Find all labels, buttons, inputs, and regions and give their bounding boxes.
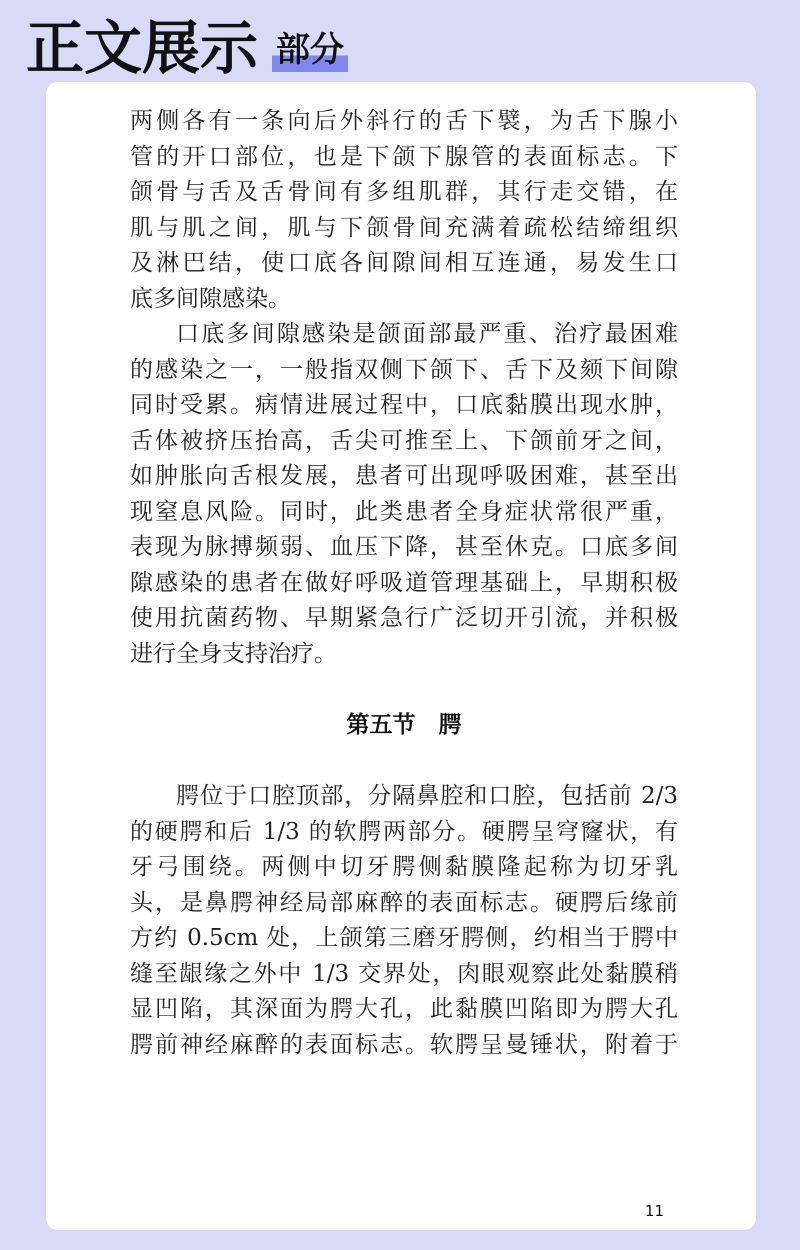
text-line: 同时受累。病情进展过程中，口底黏膜出现水肿， [130, 392, 678, 418]
banner-subtitle: 部分 [272, 28, 348, 72]
banner-title: 正文展示 [26, 14, 259, 82]
text-line: 进行全身支持治疗。 [130, 640, 337, 667]
section-heading: 第五节 腭 [346, 712, 462, 738]
paragraph-palate [130, 779, 678, 1063]
text-line: 方约 0.5cm 处，上颌第三磨牙腭侧，约相当于腭中 [130, 925, 678, 951]
text-line: 的硬腭和后 1/3 的软腭两部分。硬腭呈穹窿状，有 [130, 818, 678, 845]
text-line: 如肿胀向舌根发展，患者可出现呼吸困难，甚至出 [130, 463, 678, 489]
text-line: 头，是鼻腭神经局部麻醉的表面标志。硬腭后缘前 [130, 889, 678, 916]
text-line: 缝至龈缘之外中 1/3 交界处，肉眼观察此处黏膜稍 [130, 960, 678, 987]
page-body [130, 104, 678, 1063]
paragraph-continuation [130, 104, 678, 317]
text-line: 肌与肌之间，肌与下颌骨间充满着疏松结缔组织 [130, 214, 678, 241]
text-line: 底多间隙感染。 [130, 285, 291, 312]
text-line: 现窒息风险。同时，此类患者全身症状常很严重， [130, 498, 678, 525]
text-line: 牙弓围绕。两侧中切牙腭侧黏膜隆起称为切牙乳 [130, 854, 678, 880]
text-line: 颌骨与舌及舌骨间有多组肌群，其行走交错，在 [130, 179, 678, 205]
document-page [46, 82, 756, 1230]
paragraph-infection [130, 317, 678, 672]
text-line: 腭前神经麻醉的表面标志。软腭呈曼锤状，附着于 [130, 1031, 678, 1058]
text-line: 管的开口部位，也是下颌下腺管的表面标志。下 [130, 143, 678, 170]
page-number: 11 [644, 1202, 664, 1220]
text-line: 使用抗菌药物、早期紧急行广泛切开引流，并积极 [130, 605, 678, 631]
text-line: 舌体被挤压抬高，舌尖可推至上、下颌前牙之间， [130, 427, 678, 454]
text-line: 及淋巴结，使口底各间隙间相互连通，易发生口 [130, 250, 678, 276]
text-line: 腭位于口腔顶部，分隔鼻腔和口腔，包括前 2/3 [176, 783, 678, 809]
text-line: 显凹陷，其深面为腭大孔，此黏膜凹陷即为腭大孔 [130, 996, 678, 1022]
text-line: 表现为脉搏频弱、血压下降，甚至休克。口底多间 [130, 534, 678, 560]
text-line: 隙感染的患者在做好呼吸道管理基础上，早期积极 [130, 569, 678, 596]
text-line: 两侧各有一条向后外斜行的舌下襞，为舌下腺小 [130, 108, 678, 134]
text-line: 的感染之一，一般指双侧下颌下、舌下及颏下间隙 [130, 356, 678, 383]
text-line: 口底多间隙感染是颌面部最严重、治疗最困难 [176, 321, 678, 347]
